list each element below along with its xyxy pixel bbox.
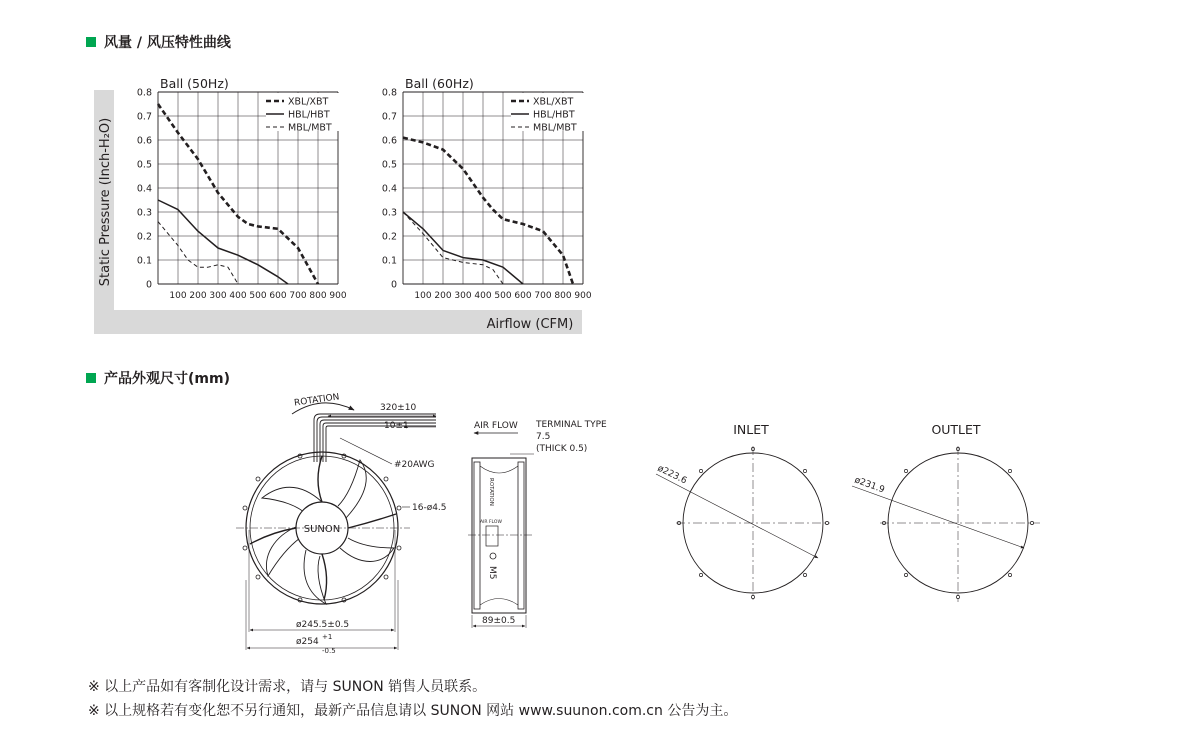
x-tick-label: 100 — [169, 291, 187, 301]
outer-dia-minus: -0.5 — [322, 647, 336, 655]
strip-length-label: 10±1 — [384, 421, 409, 431]
inlet-dia-label: ø223.6 — [655, 463, 689, 487]
x-tick-label: 200 — [434, 291, 452, 301]
y-tick-label: 0 — [145, 279, 152, 291]
x-tick-label: 500 — [249, 291, 267, 301]
y-tick-label: 0.8 — [381, 87, 397, 99]
outlet-title: OUTLET — [931, 422, 981, 437]
holes-label: 16-ø4.5 — [412, 503, 447, 513]
wire-gauge-leader — [340, 438, 392, 464]
legend-label-mbl: MBL/MBT — [288, 122, 332, 134]
terminal-type-label: TERMINAL TYPE — [536, 420, 607, 430]
y-tick-label: 0.2 — [136, 231, 152, 243]
side-motor — [486, 526, 498, 546]
brand-label: SUNON — [303, 524, 341, 535]
chart-panel — [90, 74, 690, 334]
chart-legend — [266, 93, 344, 134]
y-tick-label: 0.6 — [381, 135, 397, 147]
cable-icon — [314, 414, 436, 462]
screw-label: M5 — [487, 566, 497, 580]
y-tick-label: 0.6 — [136, 135, 152, 147]
airflow-label: AIR FLOW — [474, 421, 518, 431]
y-tick-label: 0.2 — [381, 231, 397, 243]
x-tick-label: 800 — [554, 291, 572, 301]
chart-title: Ball (60Hz) — [405, 76, 474, 91]
x-tick-label: 200 — [189, 291, 207, 301]
note-specification: ※ 以上规格若有变化恕不另行通知，最新产品信息请以 SUNON 网站 www.suunon.com.cn 公告为主。 — [88, 703, 738, 719]
panel-xlabel: Airflow (CFM) — [486, 317, 574, 332]
outlet-dia-label: ø231.9 — [852, 475, 886, 496]
x-tick-label: 600 — [514, 291, 532, 301]
inlet-title: INLET — [733, 422, 769, 437]
terminal-thick-label: (THICK 0.5) — [536, 444, 588, 454]
y-tick-label: 0.4 — [136, 183, 152, 195]
y-tick-label: 0 — [390, 279, 397, 291]
legend-label-hbl: HBL/HBT — [288, 109, 330, 121]
chart-x-ticks — [414, 291, 591, 301]
series-line-mbl-mbt — [403, 212, 503, 284]
green-square-icon — [86, 37, 96, 47]
note-customization: ※ 以上产品如有客制化设计需求，请与 SUNON 销售人员联系。 — [88, 679, 487, 695]
chart-legend — [511, 93, 589, 134]
x-tick-label: 100 — [414, 291, 432, 301]
chart-series — [403, 138, 573, 284]
panel-ylabel: Static Pressure (Inch-H₂O) — [98, 117, 113, 287]
x-tick-label: 700 — [534, 291, 552, 301]
side-flange-right — [518, 462, 524, 609]
section-title-performance — [86, 32, 231, 52]
terminal-size-label: 7.5 — [536, 432, 551, 442]
side-flange-left — [474, 462, 480, 609]
chart-title: Ball (50Hz) — [160, 76, 229, 91]
x-tick-label: 700 — [289, 291, 307, 301]
y-tick-label: 0.5 — [381, 159, 397, 171]
y-tick-label: 0.7 — [136, 111, 152, 123]
legend-label-xbl: XBL/XBT — [288, 96, 329, 108]
wire-gauge-label: #20AWG — [394, 460, 435, 470]
x-tick-label: 900 — [574, 291, 592, 301]
x-tick-label: 400 — [229, 291, 247, 301]
legend-label-hbl: HBL/HBT — [533, 109, 575, 121]
outlet-view — [852, 422, 1040, 602]
y-tick-label: 0.5 — [136, 159, 152, 171]
side-rotation-label: ROTATION — [488, 478, 494, 506]
chart-60hz — [382, 76, 592, 301]
x-tick-label: 400 — [474, 291, 492, 301]
fan-side-view — [468, 420, 607, 628]
outer-dia-plus: +1 — [322, 633, 333, 641]
y-tick-label: 0.7 — [381, 111, 397, 123]
fan-front-view — [236, 392, 447, 655]
series-line-hbl-hbt — [158, 200, 288, 284]
chart-50hz — [137, 76, 347, 301]
depth-label: 89±0.5 — [482, 616, 516, 626]
y-tick-label: 0.3 — [136, 207, 152, 219]
screw-icon — [490, 553, 496, 559]
chart-y-ticks — [137, 88, 152, 291]
chart-y-ticks — [382, 88, 397, 291]
y-tick-label: 0.3 — [381, 207, 397, 219]
inner-dia-label: ø245.5±0.5 — [296, 620, 350, 630]
side-airflow-label: AIR FLOW — [480, 520, 502, 525]
x-tick-label: 800 — [309, 291, 327, 301]
x-tick-label: 900 — [329, 291, 347, 301]
y-tick-label: 0.8 — [136, 87, 152, 99]
dimension-drawing — [0, 380, 1187, 670]
outlet-dia-leader — [852, 486, 1024, 548]
inlet-dia-leader — [656, 474, 818, 558]
inlet-view — [656, 422, 830, 600]
section-title-dimensions-text: 产品外观尺寸(mm) — [104, 371, 230, 387]
y-tick-label: 0.1 — [381, 255, 397, 267]
outer-dia-label: ø254 — [296, 637, 319, 647]
x-tick-label: 600 — [269, 291, 287, 301]
chart-x-ticks — [169, 291, 346, 301]
rotation-label: ROTATION — [293, 392, 341, 409]
y-tick-label: 0.1 — [136, 255, 152, 267]
y-tick-label: 0.4 — [381, 183, 397, 195]
legend-label-mbl: MBL/MBT — [533, 122, 577, 134]
x-tick-label: 500 — [494, 291, 512, 301]
section-title-performance-text: 风量 / 风压特性曲线 — [104, 35, 231, 51]
cable-length-label: 320±10 — [380, 403, 417, 413]
legend-label-xbl: XBL/XBT — [533, 96, 574, 108]
x-tick-label: 300 — [454, 291, 472, 301]
x-tick-label: 300 — [209, 291, 227, 301]
